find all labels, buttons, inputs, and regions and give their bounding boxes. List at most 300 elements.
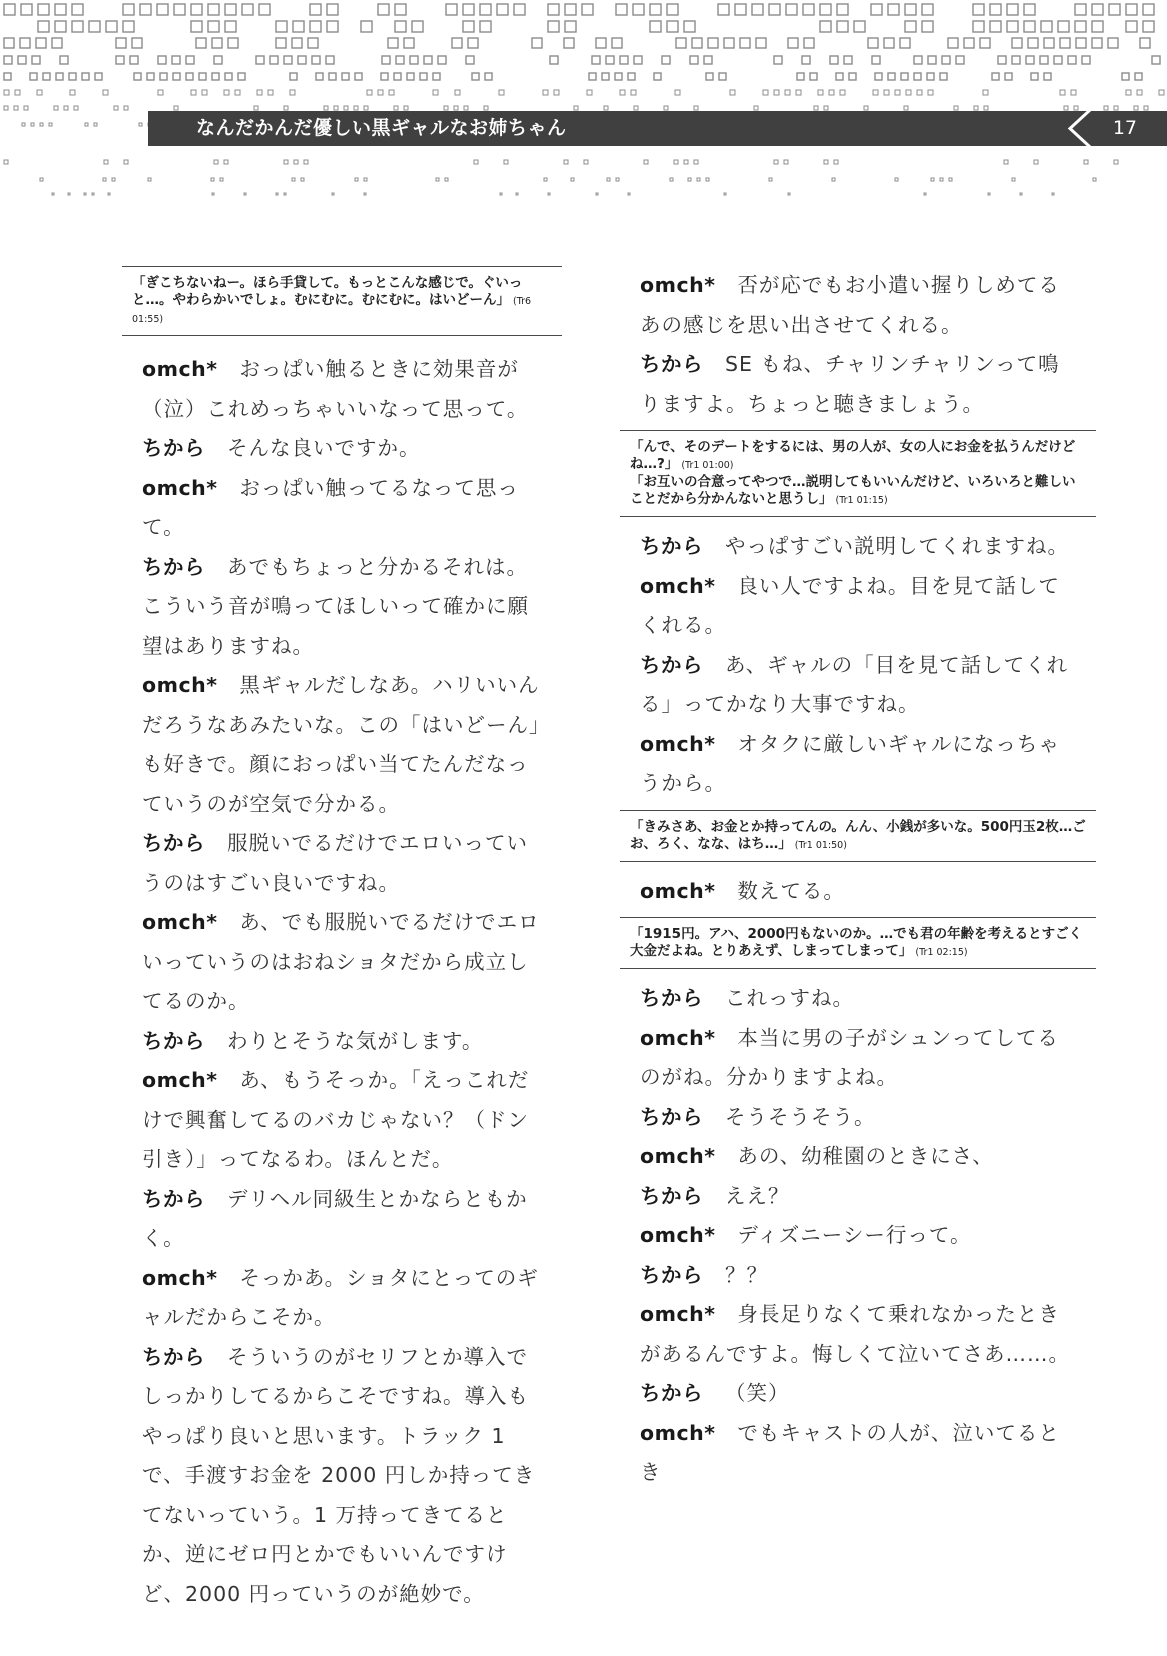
pattern-square: [326, 56, 334, 64]
pattern-square: [694, 160, 698, 164]
pattern-square: [754, 106, 758, 110]
dialogue-line: [142, 350, 542, 429]
pattern-square: [327, 21, 338, 32]
pattern-square: [888, 73, 895, 80]
pattern-square: [631, 90, 636, 95]
pattern-square: [394, 106, 398, 110]
pattern-square: [992, 73, 999, 80]
pattern-square: [259, 4, 270, 15]
pattern-square: [191, 21, 202, 32]
dialogue-text: これっすね。: [725, 986, 854, 1010]
pattern-square: [954, 106, 958, 110]
pattern-square: [438, 56, 446, 64]
pattern-square: [596, 38, 606, 48]
pattern-square: [404, 38, 414, 48]
pattern-square: [103, 178, 106, 181]
pattern-square: [310, 4, 321, 15]
pattern-square: [124, 106, 128, 110]
pattern-square: [818, 90, 823, 95]
pattern-square: [1058, 21, 1069, 32]
pattern-square: [499, 90, 504, 95]
speaker-name: ちから: [142, 554, 205, 579]
pattern-square: [1044, 73, 1051, 80]
pattern-square: [606, 56, 614, 64]
pattern-square: [30, 73, 37, 80]
pattern-square: [452, 38, 462, 48]
dialogue-text: やっぱすごい説明してくれますね。: [725, 534, 1069, 558]
pattern-square: [284, 56, 292, 64]
pattern-square: [584, 160, 588, 164]
pattern-square: [324, 106, 328, 110]
dialogue-text: 黒ギャルだしなあ。ハリいいんだろうなあみたいな。この「はいどーん」も好きで。顔におっぱい当てたんだなっていうのが空気で分かる。: [142, 673, 541, 816]
pattern-square: [329, 73, 336, 80]
pattern-square: [692, 38, 702, 48]
speaker-name: ちから: [640, 1381, 703, 1405]
speaker-name: ちから: [640, 1183, 703, 1208]
pattern-square: [43, 73, 50, 80]
pattern-square: [532, 38, 542, 48]
pattern-square: [124, 160, 128, 164]
dialogue-line: [142, 1061, 542, 1180]
pattern-square: [1126, 21, 1137, 32]
pattern-square: [224, 90, 229, 95]
speaker-name: omch*: [640, 878, 716, 903]
speaker-name: ちから: [142, 1344, 205, 1369]
quote-box: [620, 430, 1096, 517]
dialogue-text: 本当に男の子がシュンってしてるのがね。分かりますよね。: [640, 1025, 1059, 1089]
pattern-square: [1143, 4, 1154, 15]
speaker-name: omch*: [142, 673, 218, 697]
pattern-square: [543, 90, 548, 95]
pattern-square: [378, 4, 389, 15]
pattern-square: [395, 21, 406, 32]
pattern-square: [571, 178, 574, 181]
pattern-square: [895, 90, 900, 95]
dialogue-text: おっぱい触るときに効果音が（泣）これめっちゃいいなって思って。: [142, 357, 529, 421]
pattern-square: [310, 21, 321, 32]
pattern-square: [956, 56, 964, 64]
pattern-square: [15, 90, 20, 95]
pattern-square: [942, 56, 950, 64]
pattern-square: [224, 160, 228, 164]
pattern-square: [740, 38, 750, 48]
pattern-square: [684, 160, 688, 164]
pattern-square: [191, 90, 196, 95]
pattern-square: [364, 178, 367, 181]
pattern-square: [158, 90, 163, 95]
pattern-square: [106, 21, 117, 32]
pattern-square: [1004, 160, 1008, 164]
pattern-square: [480, 4, 491, 15]
dialogue-line: [640, 266, 1076, 345]
pattern-square: [990, 4, 1001, 15]
speaker-name: omch*: [142, 357, 218, 381]
pattern-square: [468, 38, 478, 48]
pattern-square: [872, 56, 880, 64]
pattern-square: [1092, 21, 1103, 32]
pattern-square: [1076, 38, 1086, 48]
pattern-square: [704, 56, 712, 64]
pattern-square: [928, 56, 936, 64]
pattern-square: [694, 106, 698, 110]
pattern-square: [837, 21, 848, 32]
pattern-square: [564, 38, 574, 48]
pattern-square: [1012, 178, 1015, 181]
pattern-square: [174, 4, 185, 15]
speaker-name: ちから: [142, 1186, 205, 1211]
pattern-square: [38, 21, 49, 32]
pattern-square: [355, 178, 358, 181]
pattern-square: [633, 4, 644, 15]
pattern-square: [516, 193, 518, 195]
pattern-square: [186, 73, 193, 80]
pattern-square: [607, 178, 610, 181]
pattern-square: [998, 56, 1006, 64]
pattern-square: [32, 56, 40, 64]
pattern-square: [667, 21, 678, 32]
pattern-square: [774, 90, 779, 95]
speaker-name: ちから: [142, 831, 205, 855]
pattern-square: [103, 90, 108, 95]
pattern-square: [454, 106, 458, 110]
pattern-square: [1020, 193, 1022, 195]
dialogue-line: [640, 527, 1076, 567]
pattern-square: [139, 123, 142, 126]
speaker-name: ちから: [142, 1028, 205, 1053]
speaker-name: omch*: [640, 1223, 716, 1247]
pattern-square: [1007, 4, 1018, 15]
pattern-square: [112, 178, 115, 181]
pattern-square: [316, 73, 323, 80]
pattern-square: [1052, 193, 1054, 195]
pattern-square: [235, 90, 240, 95]
pattern-square: [74, 106, 78, 110]
pattern-square: [810, 73, 817, 80]
pattern-square: [628, 193, 630, 195]
pattern-square: [56, 73, 63, 80]
pattern-square: [1140, 38, 1150, 48]
pattern-square: [49, 123, 52, 126]
pattern-square: [220, 178, 223, 181]
pattern-square: [389, 90, 394, 95]
dialogue-line: [640, 979, 1076, 1019]
pattern-square: [89, 21, 100, 32]
pattern-square: [802, 56, 810, 64]
pattern-square: [394, 73, 401, 80]
pattern-square: [769, 178, 772, 181]
pattern-square: [1028, 38, 1038, 48]
pattern-square: [554, 90, 559, 95]
pattern-square: [4, 106, 8, 110]
pattern-square: [344, 106, 348, 110]
pattern-square: [784, 160, 788, 164]
pattern-square: [463, 21, 474, 32]
dialogue-text: オタクに厳しいギャルになっちゃうから。: [640, 731, 1060, 795]
pattern-square: [354, 106, 358, 110]
pattern-square: [312, 56, 320, 64]
speaker-name: ちから: [640, 1262, 703, 1287]
pattern-square: [290, 73, 297, 80]
dialogue-text: あの、幼稚園のときにさ、: [737, 1144, 994, 1168]
dialogue-line: [640, 1295, 1076, 1374]
pattern-square: [888, 4, 899, 15]
speaker-name: omch*: [142, 1265, 218, 1290]
pattern-square: [444, 106, 448, 110]
pattern-square: [116, 38, 126, 48]
pattern-square: [342, 73, 349, 80]
pattern-square: [1152, 56, 1160, 64]
pattern-square: [1075, 21, 1086, 32]
pattern-square: [922, 4, 933, 15]
dialogue-block: [620, 979, 1096, 1493]
chevron-left-icon: [1060, 111, 1100, 146]
pattern-square: [504, 160, 508, 164]
pattern-square: [211, 178, 214, 181]
pattern-square: [1054, 56, 1062, 64]
pattern-square: [706, 178, 709, 181]
pattern-square: [868, 38, 878, 48]
pattern-square: [1012, 38, 1022, 48]
pattern-square: [592, 56, 600, 64]
pattern-square: [884, 38, 894, 48]
pattern-square: [31, 123, 34, 126]
pattern-square: [620, 90, 625, 95]
pattern-square: [664, 106, 668, 110]
pattern-square: [1135, 73, 1142, 80]
dialogue-text: でもキャストの人が、泣いてるとき: [640, 1420, 1060, 1484]
quote-text: 「お互いの合意ってやつで…説明してもいいんだけど、いろいろと難しいことだから分かんないと思うし」: [630, 474, 1076, 507]
dialogue-line: [142, 429, 542, 469]
pattern-square: [4, 4, 15, 15]
pattern-square: [60, 56, 68, 64]
pattern-square: [472, 73, 479, 80]
pattern-square: [276, 38, 286, 48]
title-bar: [148, 111, 1167, 146]
pattern-square: [238, 73, 245, 80]
pattern-square: [446, 4, 457, 15]
pattern-square: [412, 21, 423, 32]
dialogue-text: 数えてる。: [737, 878, 845, 903]
pattern-square: [836, 73, 843, 80]
pattern-square: [55, 21, 66, 32]
pattern-square: [1031, 73, 1038, 80]
pattern-square: [706, 73, 713, 80]
pattern-square: [814, 106, 818, 110]
pattern-square: [1114, 106, 1118, 110]
pattern-square: [214, 56, 222, 64]
pattern-square: [1071, 90, 1076, 95]
pattern-square: [72, 4, 83, 15]
pattern-square: [730, 90, 735, 95]
pattern-square: [108, 193, 110, 195]
pattern-square: [228, 38, 238, 48]
speaker-name: ちから: [640, 652, 703, 677]
pattern-square: [21, 4, 32, 15]
pattern-square: [212, 193, 214, 195]
pattern-square: [268, 90, 273, 95]
pattern-square: [284, 193, 286, 195]
pattern-square: [928, 90, 933, 95]
pattern-square: [94, 123, 97, 126]
pattern-square: [674, 160, 678, 164]
pattern-square: [574, 106, 578, 110]
pattern-square: [875, 73, 882, 80]
pattern-square: [72, 21, 83, 32]
dialogue-block: [620, 872, 1096, 912]
pattern-square: [587, 90, 592, 95]
speaker-name: omch*: [640, 1420, 716, 1445]
pattern-square: [873, 90, 878, 95]
pattern-square: [463, 4, 474, 15]
pattern-square: [68, 193, 70, 195]
pattern-square: [270, 56, 278, 64]
pattern-square: [1040, 56, 1048, 64]
pattern-square: [4, 73, 11, 80]
dialogue-text: そうそうそう。: [725, 1104, 876, 1129]
quote-text: 「ぎこちないねー。ほら手貸して。もっとこんな感じで。ぐいっと…。やわらかいでしょ。むにむに。むにむに。はいどーん」: [132, 275, 523, 308]
pattern-square: [1122, 73, 1129, 80]
dialogue-text: ？？: [725, 1262, 768, 1287]
pattern-square: [871, 4, 882, 15]
pattern-square: [688, 178, 691, 181]
pattern-square: [202, 90, 207, 95]
pattern-square: [620, 56, 628, 64]
pattern-square: [1109, 4, 1120, 15]
quote-timestamp: (Tr1 01:15): [835, 495, 888, 506]
pattern-square: [1126, 90, 1131, 95]
pattern-square: [900, 38, 910, 48]
pattern-square: [364, 106, 368, 110]
dialogue-line: [142, 666, 542, 824]
dialogue-line: [640, 646, 1076, 725]
pattern-square: [752, 4, 763, 15]
pattern-square: [634, 56, 642, 64]
pattern-square: [116, 56, 124, 64]
pattern-square: [650, 21, 661, 32]
pattern-square: [837, 4, 848, 15]
pattern-square: [1007, 21, 1018, 32]
pattern-square: [214, 160, 218, 164]
pattern-square: [988, 193, 990, 195]
pattern-square: [804, 38, 814, 48]
pattern-square: [634, 106, 638, 110]
pattern-square: [1143, 21, 1154, 32]
pattern-square: [85, 123, 88, 126]
pattern-square: [1012, 56, 1020, 64]
pattern-square: [174, 106, 178, 110]
pattern-square: [95, 73, 102, 80]
pattern-square: [602, 73, 609, 80]
pattern-square: [1026, 56, 1034, 64]
pattern-square: [927, 73, 934, 80]
quote-timestamp: (Tr6 01:55): [132, 296, 532, 325]
pattern-square: [1084, 160, 1088, 164]
pattern-square: [824, 160, 828, 164]
dialogue-text: あでもちょっと分かるそれは。こういう音が鳴ってほしいって確かに願望はありますね。: [142, 554, 529, 658]
pattern-square: [940, 178, 943, 181]
pattern-square: [40, 178, 43, 181]
pattern-square: [914, 56, 922, 64]
dialogue-line: [640, 872, 1076, 912]
pattern-square: [990, 21, 1001, 32]
pattern-square: [256, 56, 264, 64]
pattern-square: [298, 56, 306, 64]
pattern-square: [378, 90, 383, 95]
pattern-square: [212, 73, 219, 80]
pattern-square: [984, 106, 988, 110]
pattern-square: [464, 106, 468, 110]
pattern-square: [381, 73, 388, 80]
pattern-square: [92, 193, 94, 195]
pattern-square: [824, 106, 828, 110]
pattern-square: [420, 73, 427, 80]
quote-timestamp: (Tr1 01:50): [794, 839, 847, 851]
dialogue-text: 良い人ですよね。目を見て話してくれる。: [640, 573, 1060, 637]
pattern-square: [788, 38, 798, 48]
pattern-square: [294, 160, 298, 164]
pattern-square: [4, 38, 14, 48]
speaker-name: omch*: [640, 731, 716, 756]
pattern-square: [983, 90, 988, 95]
quote-timestamp: (Tr1 02:15): [915, 947, 968, 958]
pattern-square: [548, 193, 550, 195]
dialogue-block: [620, 527, 1096, 804]
quote-timestamp: (Tr1 01:00): [681, 460, 734, 471]
pattern-square: [718, 4, 729, 15]
pattern-square: [676, 38, 686, 48]
pattern-square: [974, 106, 978, 110]
speaker-name: omch*: [640, 573, 716, 598]
pattern-square: [1159, 90, 1164, 95]
pattern-square: [980, 38, 990, 48]
pattern-square: [901, 73, 908, 80]
pattern-square: [763, 90, 768, 95]
pattern-square: [797, 73, 804, 80]
pattern-square: [455, 90, 460, 95]
pattern-square: [22, 123, 25, 126]
pattern-square: [1093, 178, 1096, 181]
pattern-square: [1114, 160, 1118, 164]
pattern-square: [964, 38, 974, 48]
quote-box: [620, 917, 1096, 969]
header-square-pattern: [0, 0, 1167, 205]
pattern-square: [884, 90, 889, 95]
pattern-square: [644, 160, 648, 164]
pattern-square: [514, 4, 525, 15]
pattern-square: [769, 4, 780, 15]
dialogue-text: （笑）: [725, 1381, 790, 1405]
pattern-square: [304, 160, 308, 164]
pattern-square: [123, 21, 134, 32]
pattern-square: [40, 123, 43, 126]
pattern-square: [675, 90, 680, 95]
page-number: 17: [1112, 117, 1137, 139]
pattern-square: [1074, 106, 1078, 110]
pattern-square: [940, 73, 947, 80]
pattern-square: [24, 106, 28, 110]
pattern-square: [1104, 106, 1108, 110]
speaker-name: omch*: [640, 273, 716, 297]
pattern-square: [803, 4, 814, 15]
quote-text: 「1915円。アハ、2000円もないのか。…でも君の年齢を考えるとすごく大金だよね。とりあえず、しまってしまって」: [630, 926, 1083, 959]
dialogue-line: [640, 1414, 1076, 1493]
pattern-square: [1108, 38, 1118, 48]
pattern-square: [225, 73, 232, 80]
pattern-square: [895, 178, 898, 181]
pattern-square: [948, 38, 958, 48]
pattern-square: [1137, 90, 1142, 95]
dialogue-text: あ、でも服脱いでるだけでエロいっていうのはおねショタだから成立してるのか。: [142, 910, 540, 1013]
